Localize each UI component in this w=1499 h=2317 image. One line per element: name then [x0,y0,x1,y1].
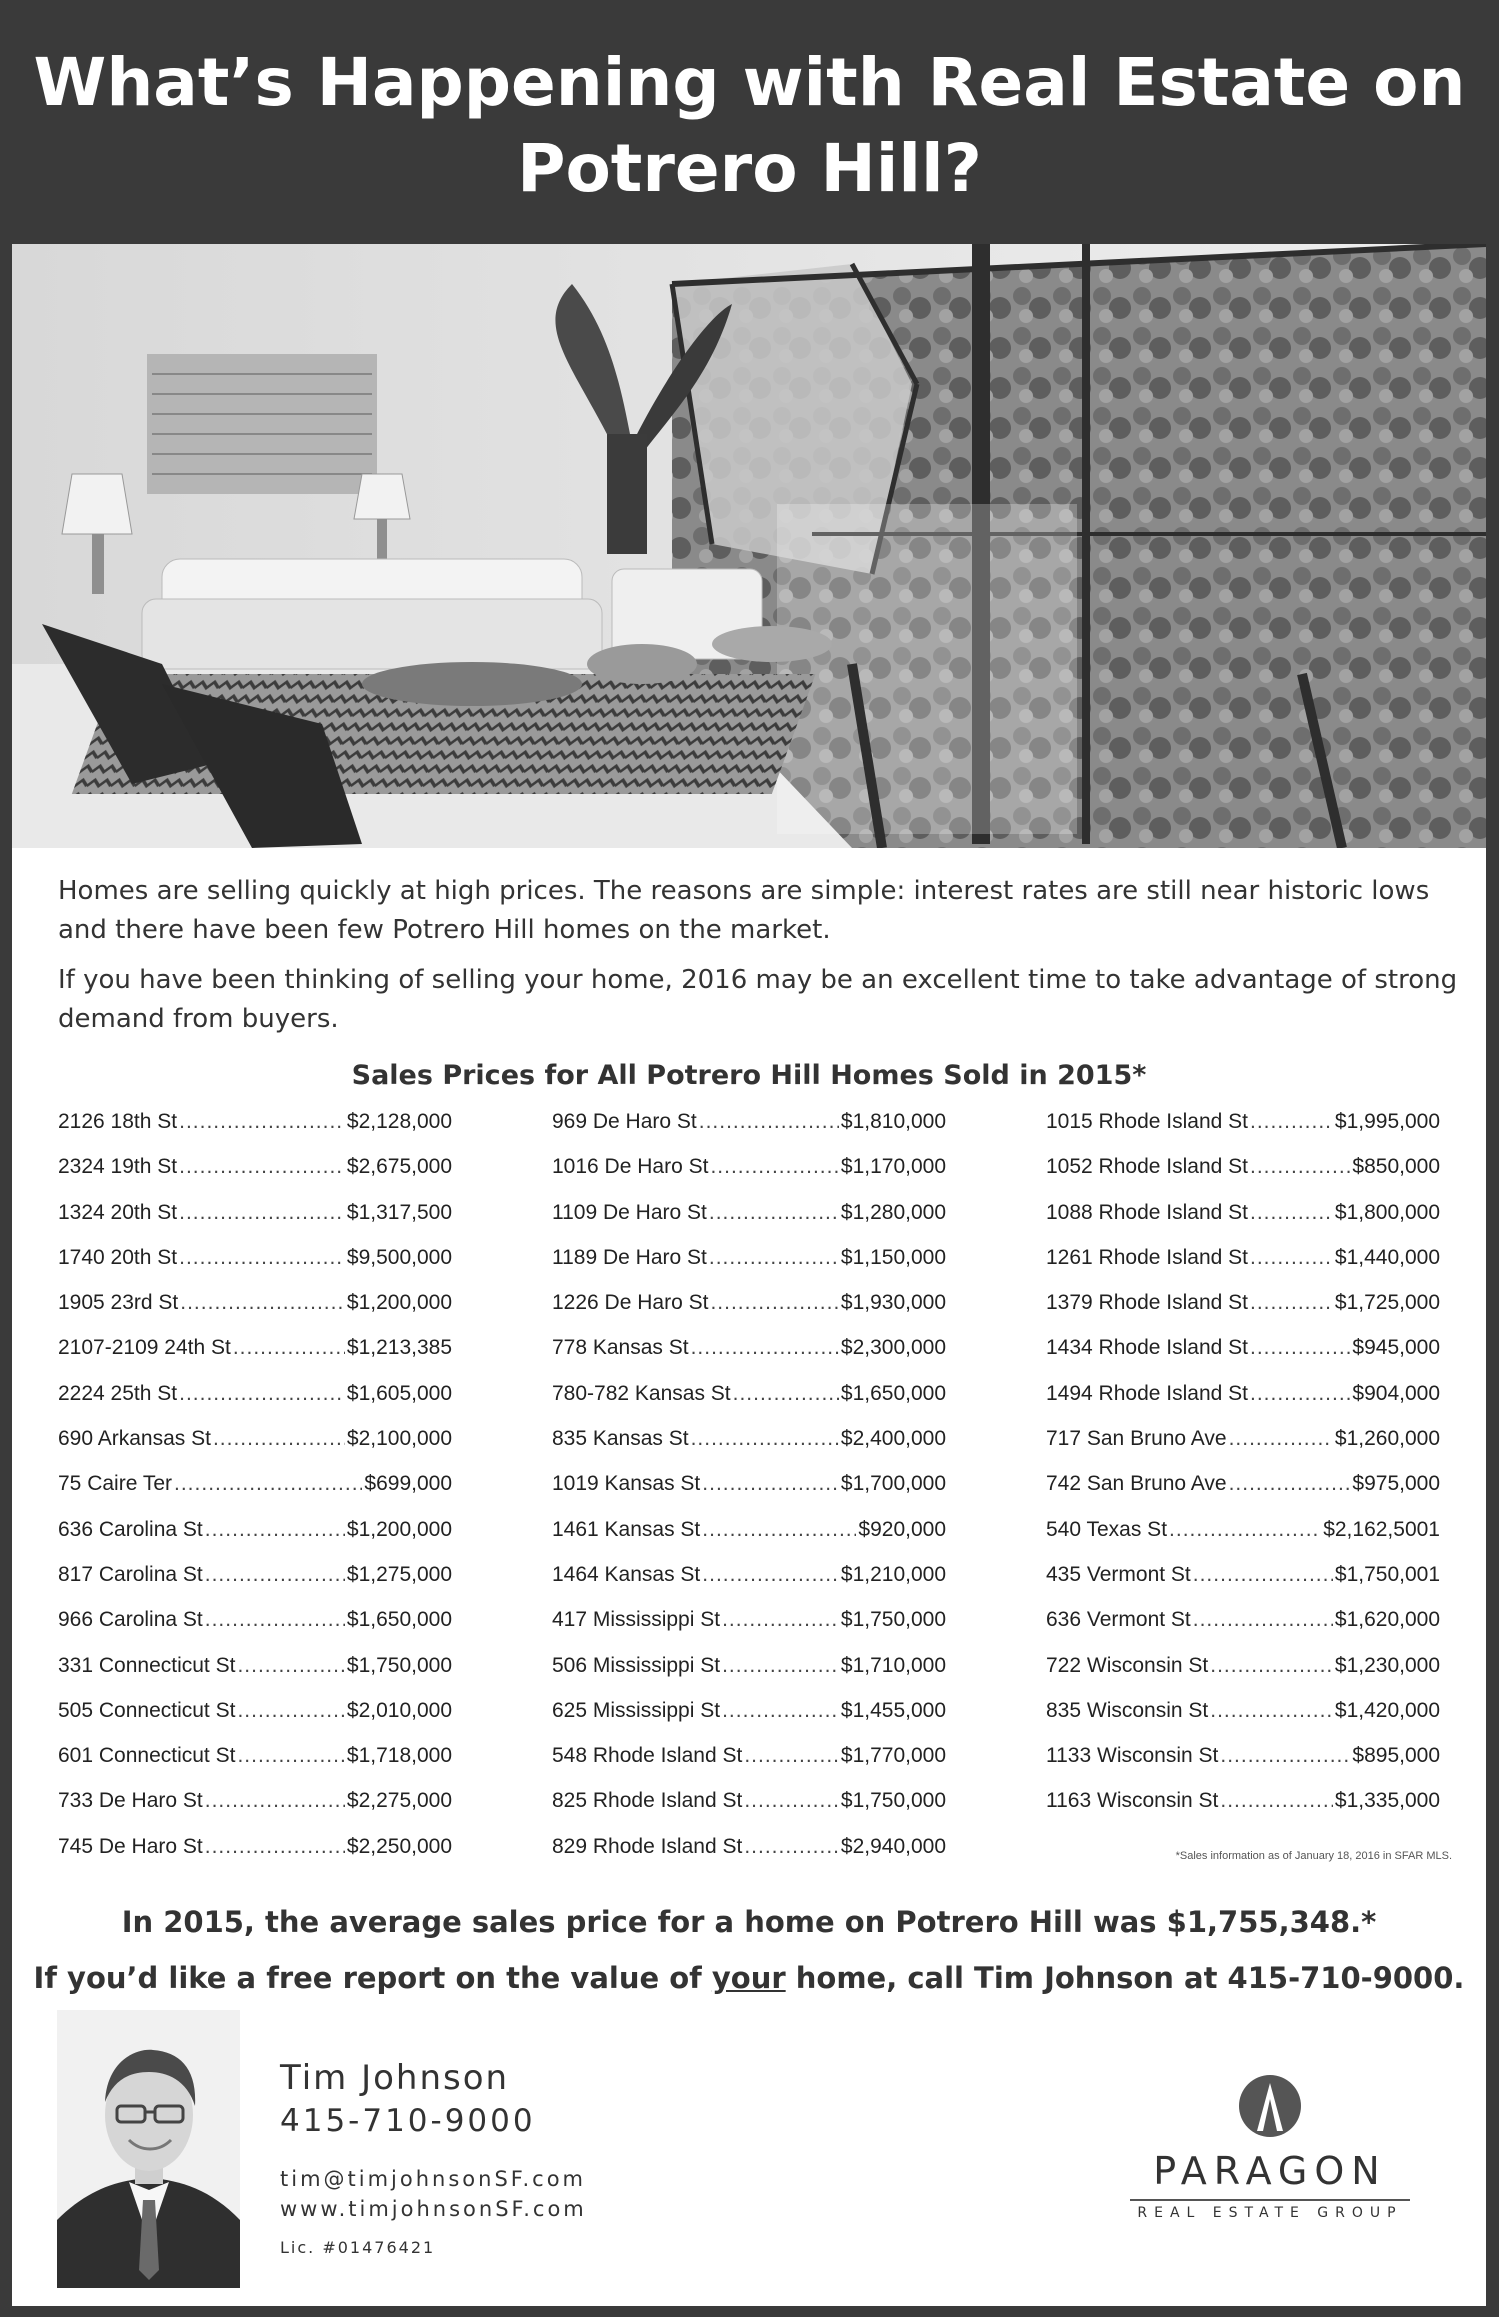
dot-leader [1220,1744,1350,1768]
sales-row [552,1835,946,1880]
sale-price: $1,650,000 [346,1608,452,1632]
agent-contact [280,2056,587,2257]
sale-price: $895,000 [1352,1744,1440,1768]
headline-line-1: What’s Happening with Real Estate on [33,44,1466,121]
dot-leader [1250,1382,1350,1406]
sales-row [58,1427,452,1472]
sale-address: 780-782 Kansas St [552,1381,731,1405]
agent-portrait [57,2010,240,2288]
cta-text-before: If you’d like a free report on the value of [33,1961,712,1995]
headline [0,40,1499,212]
sale-address: 417 Mississippi St [552,1608,721,1632]
sale-price: $1,800,000 [1334,1200,1440,1224]
sale-address: 1052 Rhode Island St [1046,1155,1248,1179]
sale-address: 966 Carolina St [58,1608,203,1632]
sale-price: $2,675,000 [346,1155,452,1179]
sale-address: 835 Kansas St [552,1427,689,1451]
sale-address: 601 Connecticut St [58,1744,236,1768]
paragon-logo-icon [1237,2073,1303,2139]
dot-leader [1250,1155,1350,1179]
sale-price: $1,650,000 [840,1381,946,1405]
sale-price: $1,200,000 [346,1291,452,1315]
dot-leader [179,1382,345,1406]
sales-row [1046,1201,1440,1246]
dot-leader [1250,1336,1350,1360]
dot-leader [702,1563,839,1587]
sales-row [1046,1427,1440,1472]
dot-leader [691,1427,839,1451]
dot-leader [237,1654,344,1678]
sale-address: 625 Mississippi St [552,1698,721,1722]
sales-row [58,1699,452,1744]
sale-address: 1133 Wisconsin St [1046,1744,1219,1768]
sale-price: $2,010,000 [346,1698,452,1722]
dot-leader [744,1744,839,1768]
sales-row [552,1654,946,1699]
sales-row [1046,1382,1440,1427]
sale-address: 690 Arkansas St [58,1427,211,1451]
dot-leader [180,1291,345,1315]
dot-leader [179,1155,345,1179]
sale-address: 829 Rhode Island St [552,1834,743,1858]
sales-row [58,1518,452,1563]
sales-row [58,1472,452,1517]
dot-leader [174,1472,362,1496]
sale-address: 1461 Kansas St [552,1517,701,1541]
sale-price: $1,230,000 [1334,1653,1440,1677]
agent-license: Lic. #01476421 [280,2238,436,2257]
sale-price: $1,700,000 [840,1472,946,1496]
sale-price: $1,710,000 [840,1653,946,1677]
headline-line-2: Potrero Hill? [517,130,982,207]
sale-price: $1,275,000 [346,1562,452,1586]
sale-price: $1,455,000 [840,1698,946,1722]
sale-price: $2,275,000 [346,1789,452,1813]
sale-address: 506 Mississippi St [552,1653,721,1677]
sale-price: $1,210,000 [840,1562,946,1586]
sale-price: $1,995,000 [1334,1110,1440,1133]
sale-price: $2,128,000 [346,1110,452,1133]
sale-address: 1464 Kansas St [552,1562,701,1586]
dot-leader [213,1427,345,1451]
sales-row [58,1608,452,1653]
sale-address: 636 Carolina St [58,1517,203,1541]
sale-price: $2,250,000 [346,1834,452,1858]
sale-price: $1,213,385 [346,1336,452,1360]
sale-address: 2126 18th St [58,1110,178,1133]
sale-price: $920,000 [858,1517,946,1541]
sale-price: $1,770,000 [840,1744,946,1768]
sales-row [1046,1518,1440,1563]
sales-row [58,1789,452,1834]
average-price-statement: In 2015, the average sales price for a home on Potrero Hill was $1,755,348.* [121,1905,1377,1939]
sale-price: $1,200,000 [346,1517,452,1541]
sale-address: 435 Vermont St [1046,1562,1191,1586]
agent-photo [57,2010,240,2288]
dot-leader [691,1336,839,1360]
dot-leader [702,1518,856,1542]
sale-address: 75 Caire Ter [58,1472,173,1496]
sale-address: 505 Connecticut St [58,1698,236,1722]
dot-leader [1250,1201,1333,1225]
sale-address: 1226 De Haro St [552,1291,709,1315]
dot-leader [1193,1563,1333,1587]
sales-row [552,1744,946,1789]
sale-address: 540 Texas St [1046,1517,1168,1541]
dot-leader [722,1608,839,1632]
sale-address: 548 Rhode Island St [552,1744,743,1768]
dot-leader [1210,1654,1333,1678]
sales-row [58,1654,452,1699]
sale-address: 722 Wisconsin St [1046,1653,1209,1677]
sales-row [552,1518,946,1563]
sale-address: 2107-2109 24th St [58,1336,231,1360]
sales-row [552,1699,946,1744]
sale-address: 745 De Haro St [58,1834,203,1858]
sale-price: $2,400,000 [840,1427,946,1451]
sale-price: $2,100,000 [346,1427,452,1451]
sale-price: $1,170,000 [840,1155,946,1179]
dot-leader [744,1835,839,1859]
dot-leader [722,1699,839,1723]
sale-price: $2,162,5001 [1323,1517,1440,1541]
sale-price: $1,810,000 [840,1110,946,1133]
sale-price: $1,750,000 [346,1653,452,1677]
sales-column-3 [1046,1110,1440,1835]
dot-leader [205,1789,345,1813]
sales-row [552,1246,946,1291]
sale-price: $1,150,000 [840,1245,946,1269]
sale-price: $1,335,000 [1334,1789,1440,1813]
dot-leader [733,1382,839,1406]
living-room-photo [12,244,1486,848]
sale-address: 733 De Haro St [58,1789,203,1813]
sales-row [1046,1608,1440,1653]
intro-paragraph-1: Homes are selling quickly at high prices. The reasons are simple: interest rates are still near historic lows and there have been few Potrero Hill homes on the market. [58,876,1430,945]
dot-leader [699,1110,839,1134]
sales-row [552,1336,946,1381]
sale-address: 742 San Bruno Ave [1046,1472,1227,1496]
sale-price: $1,605,000 [346,1381,452,1405]
sales-row [552,1608,946,1653]
living-room-illustration [12,244,1486,848]
sale-address: 1019 Kansas St [552,1472,701,1496]
sales-row [1046,1563,1440,1608]
sales-row [58,1835,452,1880]
dot-leader [237,1744,344,1768]
sales-row [58,1563,452,1608]
content-panel [12,848,1486,2306]
sale-price: $1,725,000 [1334,1291,1440,1315]
cta-emphasis: your [711,1961,786,1995]
dot-leader [205,1608,345,1632]
sales-row [552,1789,946,1834]
agent-website[interactable]: www.timjohnsonSF.com [280,2197,587,2221]
dot-leader [237,1699,344,1723]
sale-address: 778 Kansas St [552,1336,689,1360]
sales-table-title: Sales Prices for All Potrero Hill Homes Sold in 2015* [351,1060,1147,1091]
sale-address: 1905 23rd St [58,1291,179,1315]
sale-price: $1,260,000 [1334,1427,1440,1451]
paragon-logo [1120,2073,1420,2221]
sales-column-2 [552,1110,946,1880]
dot-leader [710,1155,838,1179]
dot-leader [205,1835,345,1859]
sale-address: 717 San Bruno Ave [1046,1427,1227,1451]
sale-address: 1109 De Haro St [552,1200,707,1224]
sales-row [552,1382,946,1427]
sale-address: 636 Vermont St [1046,1608,1191,1632]
sale-price: $904,000 [1352,1381,1440,1405]
sale-address: 331 Connecticut St [58,1653,236,1677]
sale-price: $1,750,000 [840,1608,946,1632]
sale-address: 1740 20th St [58,1245,178,1269]
sale-address: 1163 Wisconsin St [1046,1789,1219,1813]
sales-row [552,1110,946,1155]
sales-row [1046,1155,1440,1200]
dot-leader [744,1789,839,1813]
sales-row [1046,1291,1440,1336]
sales-row [58,1291,452,1336]
sale-address: 2324 19th St [58,1155,178,1179]
sale-price: $699,000 [364,1472,452,1496]
sales-row [1046,1110,1440,1155]
sales-row [1046,1246,1440,1291]
sale-address: 969 De Haro St [552,1110,697,1133]
sale-address: 1494 Rhode Island St [1046,1381,1248,1405]
sale-address: 1324 20th St [58,1200,178,1224]
call-to-action [12,1950,1486,2006]
sale-price: $975,000 [1352,1472,1440,1496]
sales-row [1046,1789,1440,1834]
intro-text [58,872,1458,1050]
sale-price: $9,500,000 [346,1245,452,1269]
sales-row [58,1744,452,1789]
sales-row [1046,1654,1440,1699]
logo-brand: PARAGON [1153,2149,1387,2193]
dot-leader [709,1246,839,1270]
sale-address: 1189 De Haro St [552,1245,707,1269]
dot-leader [179,1246,345,1270]
dot-leader [722,1654,839,1678]
sales-row [552,1472,946,1517]
sales-row [58,1336,452,1381]
sales-row [552,1291,946,1336]
sales-row [58,1382,452,1427]
dot-leader [205,1563,345,1587]
sale-address: 1434 Rhode Island St [1046,1336,1248,1360]
dot-leader [1250,1291,1333,1315]
sales-footnote: *Sales information as of January 18, 2016 in SFAR MLS. [1175,1850,1452,1862]
sale-price: $850,000 [1352,1155,1440,1179]
sale-address: 2224 25th St [58,1381,178,1405]
sales-row [552,1427,946,1472]
sales-row [552,1155,946,1200]
sale-address: 817 Carolina St [58,1562,203,1586]
dot-leader [179,1201,345,1225]
intro-paragraph-2: If you have been thinking of selling your home, 2016 may be an excellent time to take advantage of strong demand from buyers. [58,965,1458,1034]
sale-price: $1,750,001 [1334,1562,1440,1586]
sale-price: $1,750,000 [840,1789,946,1813]
dot-leader [179,1110,345,1134]
sale-price: $2,300,000 [840,1336,946,1360]
sales-row [58,1201,452,1246]
dot-leader [1193,1608,1333,1632]
dot-leader [233,1336,345,1360]
sales-column-1 [58,1110,452,1880]
dot-leader [1220,1789,1333,1813]
dot-leader [709,1201,839,1225]
cta-text-after: home, call Tim Johnson at 415-710-9000. [785,1961,1465,1995]
sales-row [1046,1336,1440,1381]
sale-price: $1,280,000 [840,1200,946,1224]
sale-price: $1,420,000 [1334,1698,1440,1722]
sales-row [58,1246,452,1291]
sale-address: 1088 Rhode Island St [1046,1200,1248,1224]
summary [12,1894,1486,2006]
agent-email[interactable]: tim@timjohnsonSF.com [280,2167,587,2191]
dot-leader [1210,1699,1333,1723]
sales-row [58,1155,452,1200]
sale-price: $1,440,000 [1334,1245,1440,1269]
sales-row [1046,1472,1440,1517]
logo-tagline: REAL ESTATE GROUP [1137,2205,1403,2221]
sale-address: 1379 Rhode Island St [1046,1291,1248,1315]
dot-leader [1229,1427,1333,1451]
dot-leader [1229,1472,1351,1496]
sale-price: $1,317,500 [346,1200,452,1224]
sale-price: $2,940,000 [840,1834,946,1858]
sale-address: 1016 De Haro St [552,1155,709,1179]
agent-phone[interactable]: 415-710-9000 [280,2103,536,2139]
dot-leader [1250,1246,1333,1270]
dot-leader [710,1291,838,1315]
logo-divider [1130,2199,1410,2201]
dot-leader [205,1518,345,1542]
sale-address: 825 Rhode Island St [552,1789,743,1813]
sales-row [58,1110,452,1155]
sales-row [1046,1744,1440,1789]
sale-price: $1,930,000 [840,1291,946,1315]
sales-row [1046,1699,1440,1744]
dot-leader [1250,1110,1333,1134]
sale-price: $945,000 [1352,1336,1440,1360]
agent-name: Tim Johnson [280,2058,510,2098]
sale-price: $1,718,000 [346,1744,452,1768]
dot-leader [702,1472,839,1496]
sales-row [552,1563,946,1608]
sale-address: 835 Wisconsin St [1046,1698,1209,1722]
sale-address: 1261 Rhode Island St [1046,1245,1248,1269]
dot-leader [1169,1518,1321,1542]
sales-row [552,1201,946,1246]
sale-price: $1,620,000 [1334,1608,1440,1632]
sale-address: 1015 Rhode Island St [1046,1110,1248,1133]
